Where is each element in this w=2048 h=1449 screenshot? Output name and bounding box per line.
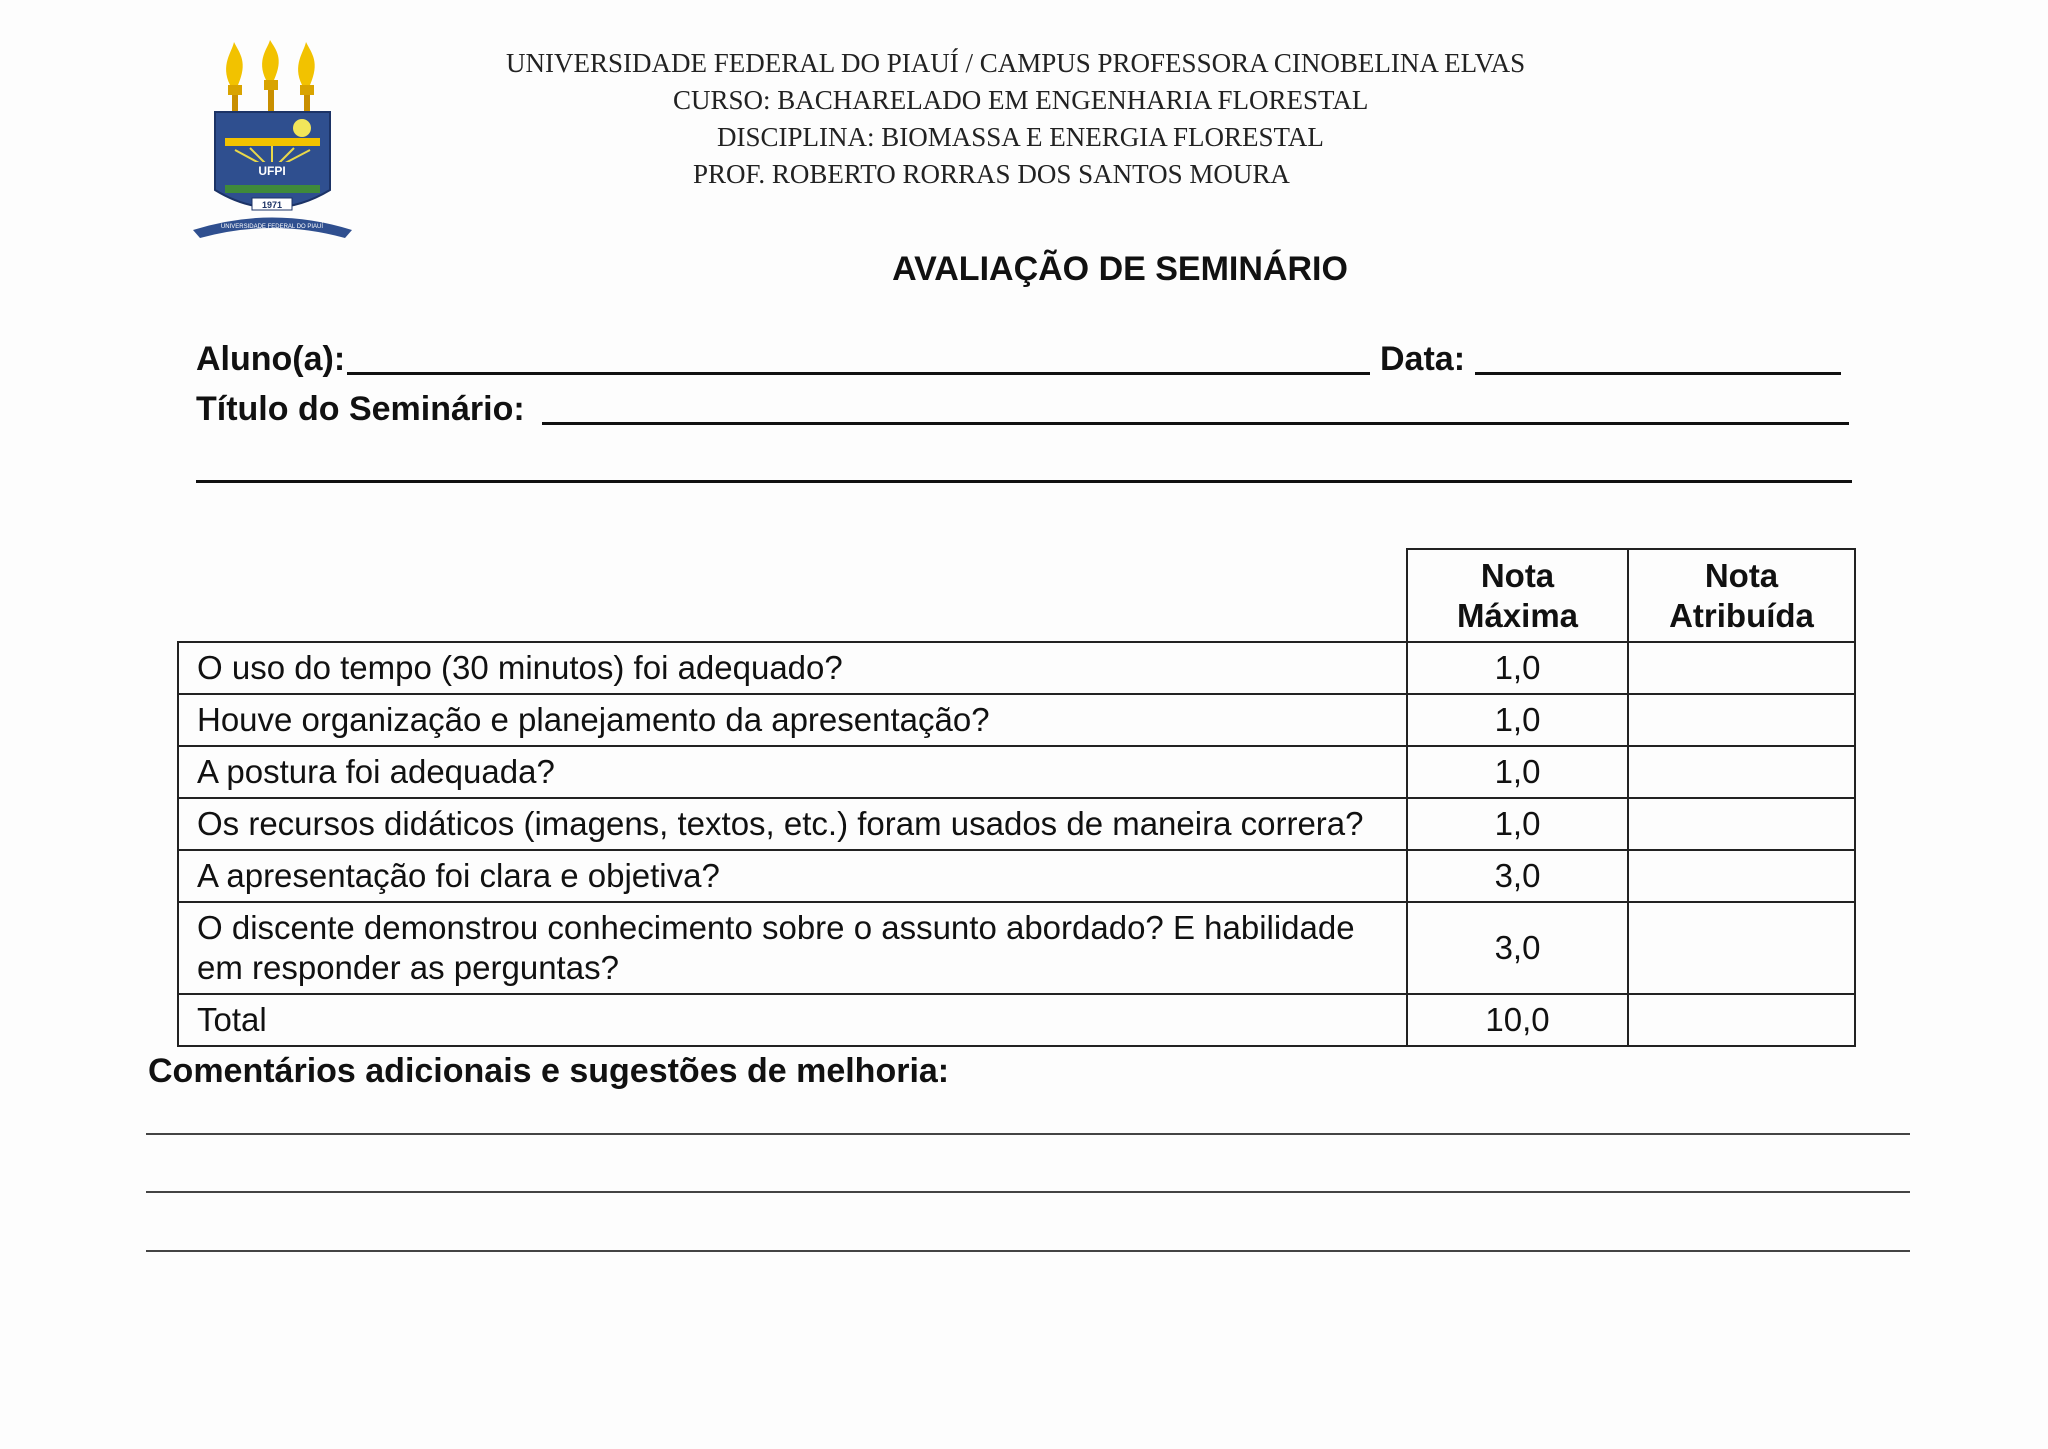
question-cell: O uso do tempo (30 minutos) foi adequado? [178,642,1407,694]
question-cell: Houve organização e planejamento da apresentação? [178,694,1407,746]
table-row [178,902,1855,994]
assigned-score-cell[interactable] [1628,850,1855,902]
assigned-score-cell[interactable] [1628,798,1855,850]
total-max-cell: 10,0 [1407,994,1628,1046]
logo-year-text: 1971 [261,200,283,210]
assigned-score-cell[interactable] [1628,694,1855,746]
table-row [178,798,1855,850]
max-score-cell: 1,0 [1407,746,1628,798]
assigned-score-cell[interactable] [1628,902,1855,994]
assigned-score-cell[interactable] [1628,642,1855,694]
table-row [178,850,1855,902]
comment-line[interactable] [146,1191,1910,1193]
data-input-line[interactable] [1475,372,1841,375]
torch-icon [262,40,279,115]
question-cell: A apresentação foi clara e objetiva? [178,850,1407,902]
col-header-nota-atribuida: Nota Atribuída [1628,549,1855,642]
max-score-cell: 1,0 [1407,694,1628,746]
header-line-professor: PROF. ROBERTO RORRAS DOS SANTOS MOURA [693,159,1290,189]
logo-ufpi-text: UFPI [258,164,286,178]
evaluation-table [177,548,1856,1047]
question-cell: Os recursos didáticos (imagens, textos, etc.) foram usados de maneira correra? [178,798,1407,850]
question-cell: O discente demonstrou conhecimento sobre o assunto abordado? E habilidade em responder as perguntas? [178,902,1407,994]
max-score-cell: 3,0 [1407,902,1628,994]
comment-line[interactable] [146,1250,1910,1252]
torch-icon [226,42,243,115]
table-row [178,694,1855,746]
titulo-input-line-2[interactable] [196,480,1852,483]
max-score-cell: 3,0 [1407,850,1628,902]
table-header-blank [178,549,1407,642]
data-label: Data: [1380,340,1466,378]
header-line-discipline: DISCIPLINA: BIOMASSA E ENERGIA FLORESTAL [717,122,1324,152]
page-title: AVALIAÇÃO DE SEMINÁRIO [892,250,1348,288]
ufpi-logo [190,40,355,250]
torch-icon [298,42,315,115]
total-label-cell: Total [178,994,1407,1046]
table-total-row [178,994,1855,1046]
col-header-nota-maxima: Nota Máxima [1407,549,1628,642]
comments-label: Comentários adicionais e sugestões de melhoria: [148,1052,950,1090]
header-line-course: CURSO: BACHARELADO EM ENGENHARIA FLORESTAL [673,85,1369,115]
logo-ribbon-text: UNIVERSIDADE FEDERAL DO PIAUÍ [220,224,324,230]
aluno-input-line[interactable] [347,372,1370,375]
header-line-university: UNIVERSIDADE FEDERAL DO PIAUÍ / CAMPUS PROFESSORA CINOBELINA ELVAS [506,48,1526,78]
titulo-label: Título do Seminário: [196,390,525,428]
max-score-cell: 1,0 [1407,642,1628,694]
table-row [178,746,1855,798]
total-assigned-cell[interactable] [1628,994,1855,1046]
titulo-input-line[interactable] [542,422,1849,425]
max-score-cell: 1,0 [1407,798,1628,850]
table-row [178,642,1855,694]
aluno-label: Aluno(a): [196,340,346,378]
comment-line[interactable] [146,1133,1910,1135]
table-header-row [178,549,1855,642]
question-cell: A postura foi adequada? [178,746,1407,798]
assigned-score-cell[interactable] [1628,746,1855,798]
